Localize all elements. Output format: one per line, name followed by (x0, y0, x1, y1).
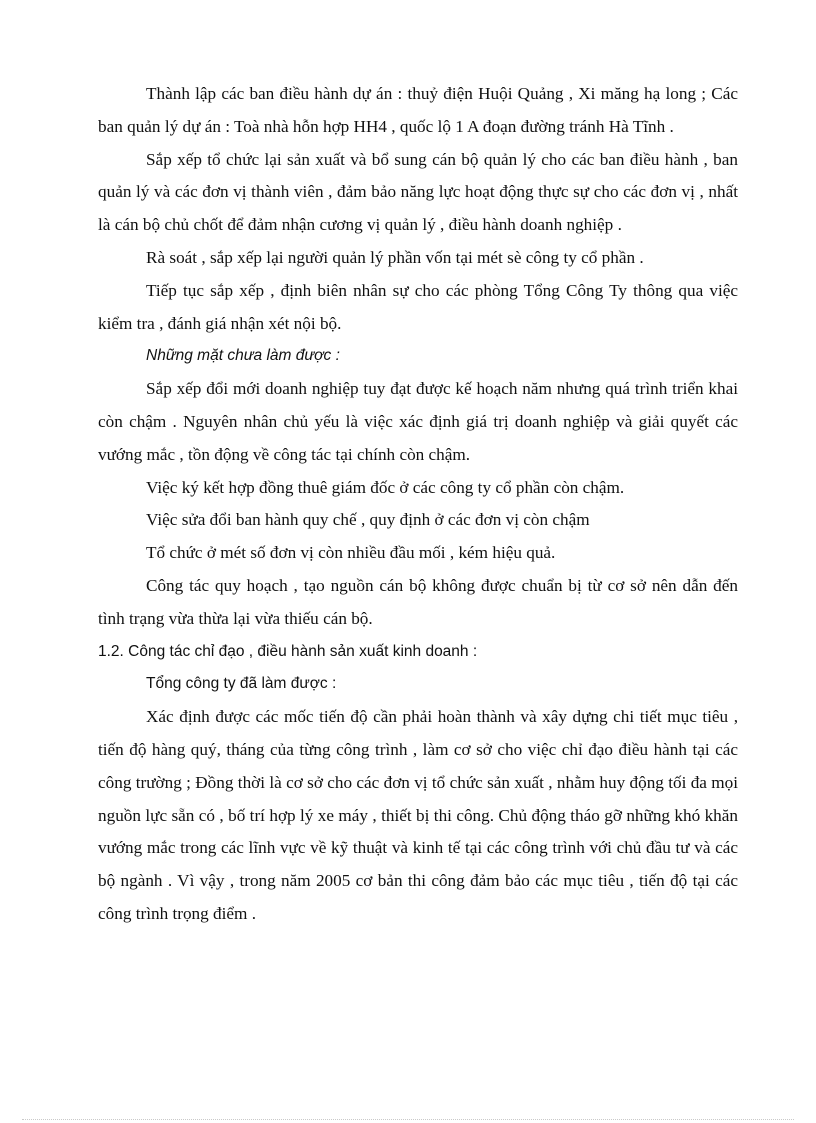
paragraph-reorganize-production: Sắp xếp tổ chức lại sản xuất và bổ sung cán bộ quản lý cho các ban điều hành , ban quản lý và các đơn vị thành viên , đảm bảo năng lực hoạt động thực sự cho các đơn vị , nhất là cán bộ chủ chốt để đảm nhận cương vị quản lý , điều hành doanh nghiệp . (98, 149, 738, 235)
paragraph-milestones: Xác định được các mốc tiến độ cần phải hoàn thành và xây dựng chi tiết mục tiêu , tiến độ hàng quý, tháng của từng công trình , làm cơ sở cho việc chỉ đạo điều hành tại các công trường ; Đồng thời là cơ sở cho các đơn vị tổ chức sản xuất , nhằm huy động tối đa mọi nguồn lực sẵn có , bố trí hợp lý xe máy , thiết bị thi công. Chủ động tháo gỡ những khó khăn vướng mắc trong các lĩnh vực về kỹ thuật và kinh tế tại các công trình với chủ đầu tư và các bộ ngành . Vì vậy , trong năm 2005 cơ bản thi công đảm bảo các mục tiêu , tiến độ tại các công trình trọng điểm . (98, 707, 738, 923)
paragraph-director-contracts: Việc ký kết hợp đồng thuê giám đốc ở các công ty cổ phần còn chậm. (146, 477, 625, 497)
page-bottom-divider (22, 1119, 794, 1120)
document-page (98, 78, 738, 931)
subheading-shortcomings: Những mặt chưa làm được : (146, 347, 340, 365)
paragraph-enterprise-reform: Sắp xếp đổi mới doanh nghiệp tuy đạt được kế hoạch năm nhưng quá trình triển khai còn chậm . Nguyên nhân chủ yếu là việc xác định giá trị doanh nghiệp và giải quyết các vướng mắc , tồn động về công tác tại chính còn chậm. (98, 379, 738, 464)
paragraph-organization-units: Tổ chức ở mét số đơn vị còn nhiều đầu mối , kém hiệu quả. (146, 543, 556, 563)
subheading-achievements: Tổng công ty đã làm được : (146, 675, 337, 693)
paragraph-review-capital-managers: Rà soát , sắp xếp lại người quản lý phần vốn tại mét sè công ty cổ phần . (146, 247, 644, 267)
paragraph-personnel-planning: Công tác quy hoạch , tạo nguồn cán bộ không được chuẩn bị từ cơ sở nên dẫn đến tình trạng vừa thừa lại vừa thiếu cán bộ. (98, 575, 738, 628)
paragraph-staffing: Tiếp tục sắp xếp , định biên nhân sự cho các phòng Tổng Công Ty thông qua việc kiểm tra , đánh giá nhận xét nội bộ. (98, 280, 738, 333)
paragraph-project-boards: Thành lập các ban điều hành dự án : thuỷ điện Huội Quảng , Xi măng hạ long ; Các ban quản lý dự án : Toà nhà hỗn hợp HH4 , quốc lộ 1 A đoạn đường tránh Hà Tĩnh . (98, 84, 738, 136)
section-heading-1-2: 1.2. Công tác chỉ đạo , điều hành sản xuất kinh doanh : (98, 642, 478, 660)
paragraph-regulation-changes: Việc sửa đổi ban hành quy chế , quy định ở các đơn vị còn chậm (146, 510, 590, 530)
